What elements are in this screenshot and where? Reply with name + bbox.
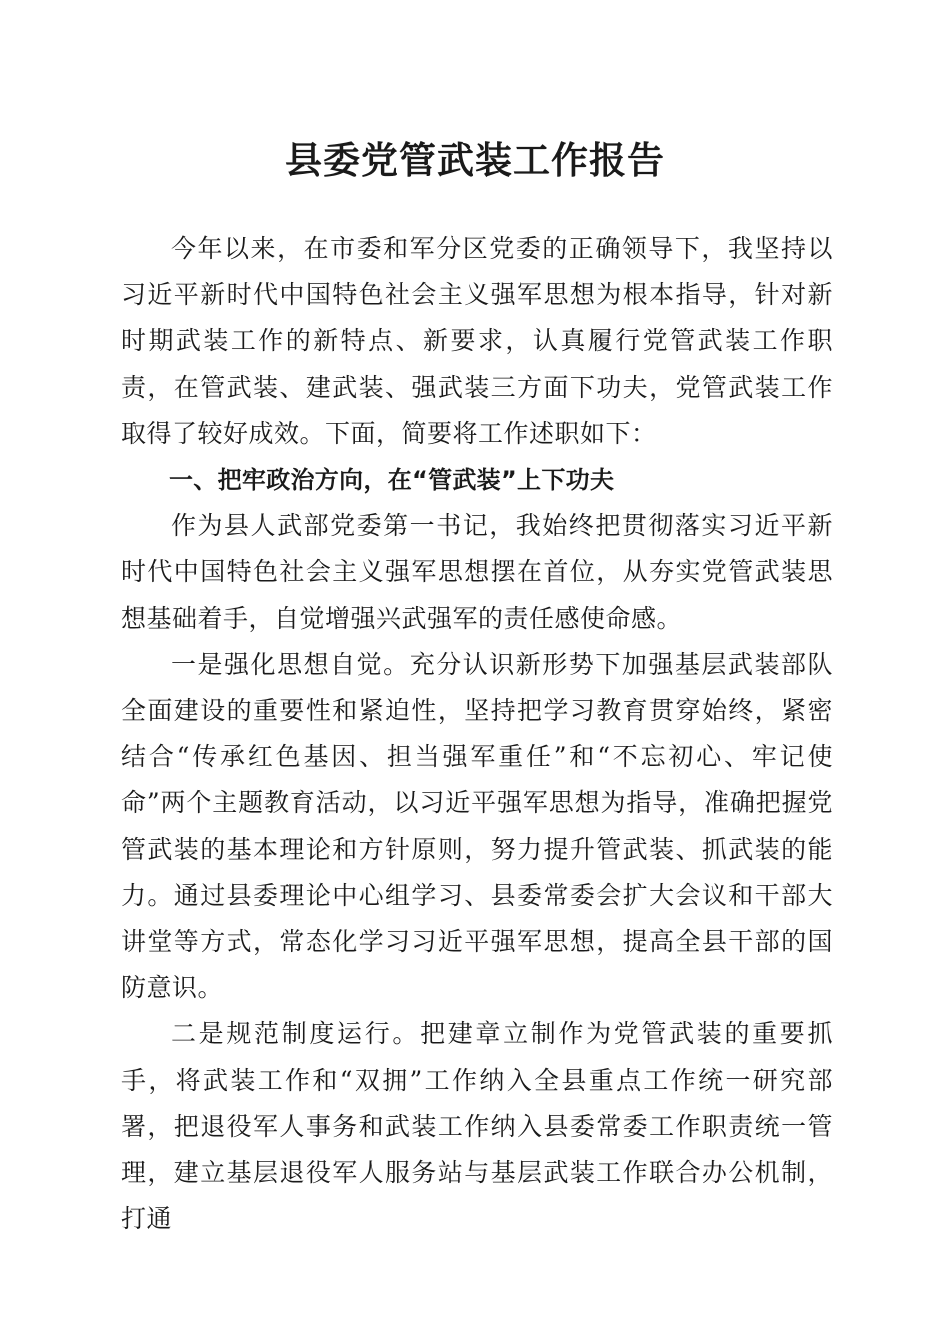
document-body <box>121 226 833 1242</box>
point-2-lead: 二是规范制度运行。 <box>171 1019 421 1049</box>
point-1-text: 充分认识新形势下加强基层武装部队全面建设的重要性和紧迫性，坚持把学习教育贯穿始终，紧密结合“传承红色基因、担当强军重任”和“不忘初心、牢记使命”两个主题教育活动，以习近平强军思想为指导，准确把握党管武装的基本理论和方针原则，努力提升管武装、抓武装的能力。通过县委理论中心组学习、县委常委会扩大会议和干部大讲堂等方式，常态化学习习近平强军思想，提高全县干部的国防意识。 <box>121 649 833 1003</box>
section-1-point-2-paragraph <box>121 1011 833 1242</box>
section-1-point-1-paragraph <box>121 642 833 1012</box>
point-1-lead: 一是强化思想自觉。 <box>171 649 410 679</box>
intro-paragraph: 今年以来，在市委和军分区党委的正确领导下，我坚持以习近平新时代中国特色社会主义强军思想为根本指导，针对新时期武装工作的新特点、新要求，认真履行党管武装工作职责，在管武装、建武装、强武装三方面下功夫，党管武装工作取得了较好成效。下面，简要将工作述职如下： <box>121 234 833 448</box>
section-1-intro-paragraph: 作为县人武部党委第一书记，我始终把贯彻落实习近平新时代中国特色社会主义强军思想摆在首位，从夯实党管武装思想基础着手，自觉增强兴武强军的责任感使命感。 <box>121 511 833 633</box>
point-2-text: 把建章立制作为党管武装的重要抓手，将武装工作和“双拥”工作纳入全县重点工作统一研究部署，把退役军人事务和武装工作纳入县委常委工作职责统一管理，建立基层退役军人服务站与基层武装工作联合办公机制，打通 <box>121 1019 833 1234</box>
document-title: 县委党管武装工作报告 <box>285 139 665 182</box>
section-1-heading: 一、把牢政治方向，在“管武装”上下功夫 <box>169 466 615 495</box>
